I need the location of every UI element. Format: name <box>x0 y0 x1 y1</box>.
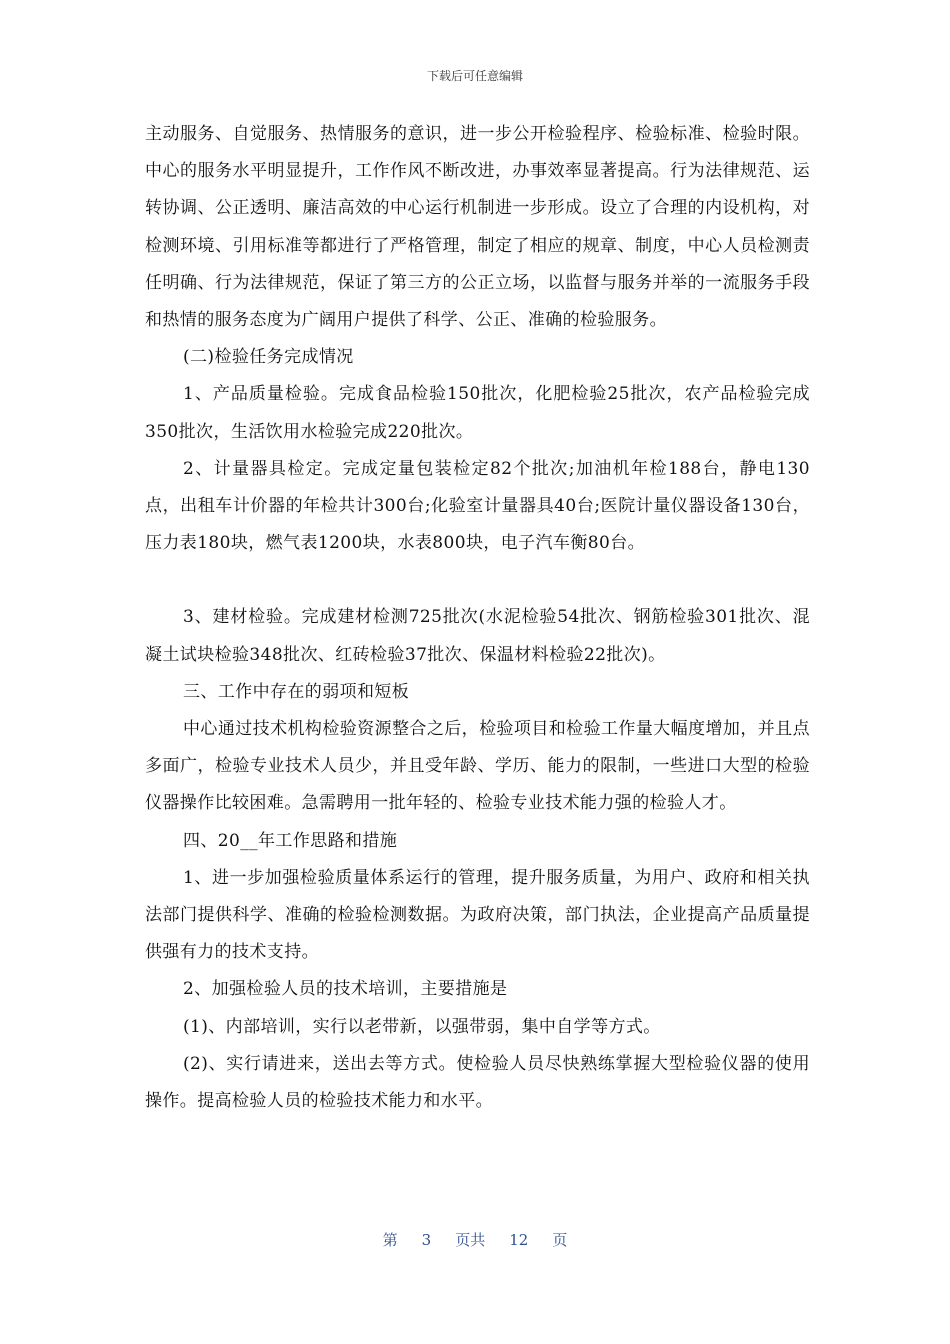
paragraph-service-summary: 主动服务、自觉服务、热情服务的意识，进一步公开检验程序、检验标准、检验时限。中心的服务水平明显提升，工作作风不断改进，办事效率显著提高。行为法律规范、运转协调、公正透明、廉洁高效的中心运行机制进一步形成。设立了合理的内设机构，对检测环境、引用标准等都进行了严格管理，制定了相应的规章、制度，中心人员检测责任明确、行为法律规范，保证了第三方的公正立场，以监督与服务并举的一流服务手段和热情的服务态度为广阔用户提供了科学、公正、准确的检验服务。 <box>145 124 810 331</box>
footer-label-page: 第 <box>382 1231 398 1249</box>
section-heading-plans: 四、20__年工作思路和措施 <box>183 830 398 851</box>
section-heading-inspection-tasks: (二)检验任务完成情况 <box>183 347 354 368</box>
footer-label-of: 页共 <box>455 1231 486 1249</box>
document-body <box>145 116 810 1120</box>
footer-label-end: 页 <box>552 1231 568 1249</box>
paragraph-plan-2-1: (1)、内部培训，实行以老带新，以强带弱，集中自学等方式。 <box>183 1016 661 1037</box>
paragraph-plan-2-2: (2)、实行请进来，送出去等方式。使检验人员尽快熟练掌握大型检验仪器的使用操作。提高检验人员的检验技术能力和水平。 <box>145 1053 810 1112</box>
paragraph-building-materials: 3、建材检验。完成建材检测725批次(水泥检验54批次、钢筋检验301批次、混凝土试块检验348批次、红砖检验37批次、保温材料检验22批次)。 <box>145 607 810 665</box>
paragraph-plan-2: 2、加强检验人员的技术培训，主要措施是 <box>183 979 508 1000</box>
paragraph-weaknesses: 中心通过技术机构检验资源整合之后，检验项目和检验工作量大幅度增加，并且点多面广，检验专业技术人员少，并且受年龄、学历、能力的限制，一些进口大型的检验仪器操作比较困难。急需聘用一批年轻的、检验专业技术能力强的检验人才。 <box>145 719 810 814</box>
footer-total-pages: 12 <box>509 1231 529 1249</box>
paragraph-metrology: 2、计量器具检定。完成定量包装检定82个批次;加油机年检188台，静电130点，出租车计价器的年检共计300台;化验室计量器具40台;医院计量仪器设备130台，压力表180块，燃气表1200块，水表800块，电子汽车衡80台。 <box>145 458 810 554</box>
footer-page-number: 3 <box>421 1231 432 1249</box>
blank-line <box>145 562 810 599</box>
paragraph-product-quality: 1、产品质量检验。完成食品检验150批次，化肥检验25批次，农产品检验完成350批次，生活饮用水检验完成220批次。 <box>145 384 810 442</box>
paragraph-plan-1: 1、进一步加强检验质量体系运行的管理，提升服务质量，为用户、政府和相关执法部门提供科学、准确的检验检测数据。为政府决策，部门执法，企业提高产品质量提供强有力的技术支持。 <box>145 867 810 963</box>
section-heading-weaknesses: 三、工作中存在的弱项和短板 <box>183 681 410 702</box>
page-header: 下载后可任意编辑 <box>426 69 523 83</box>
page-footer <box>0 1229 950 1250</box>
